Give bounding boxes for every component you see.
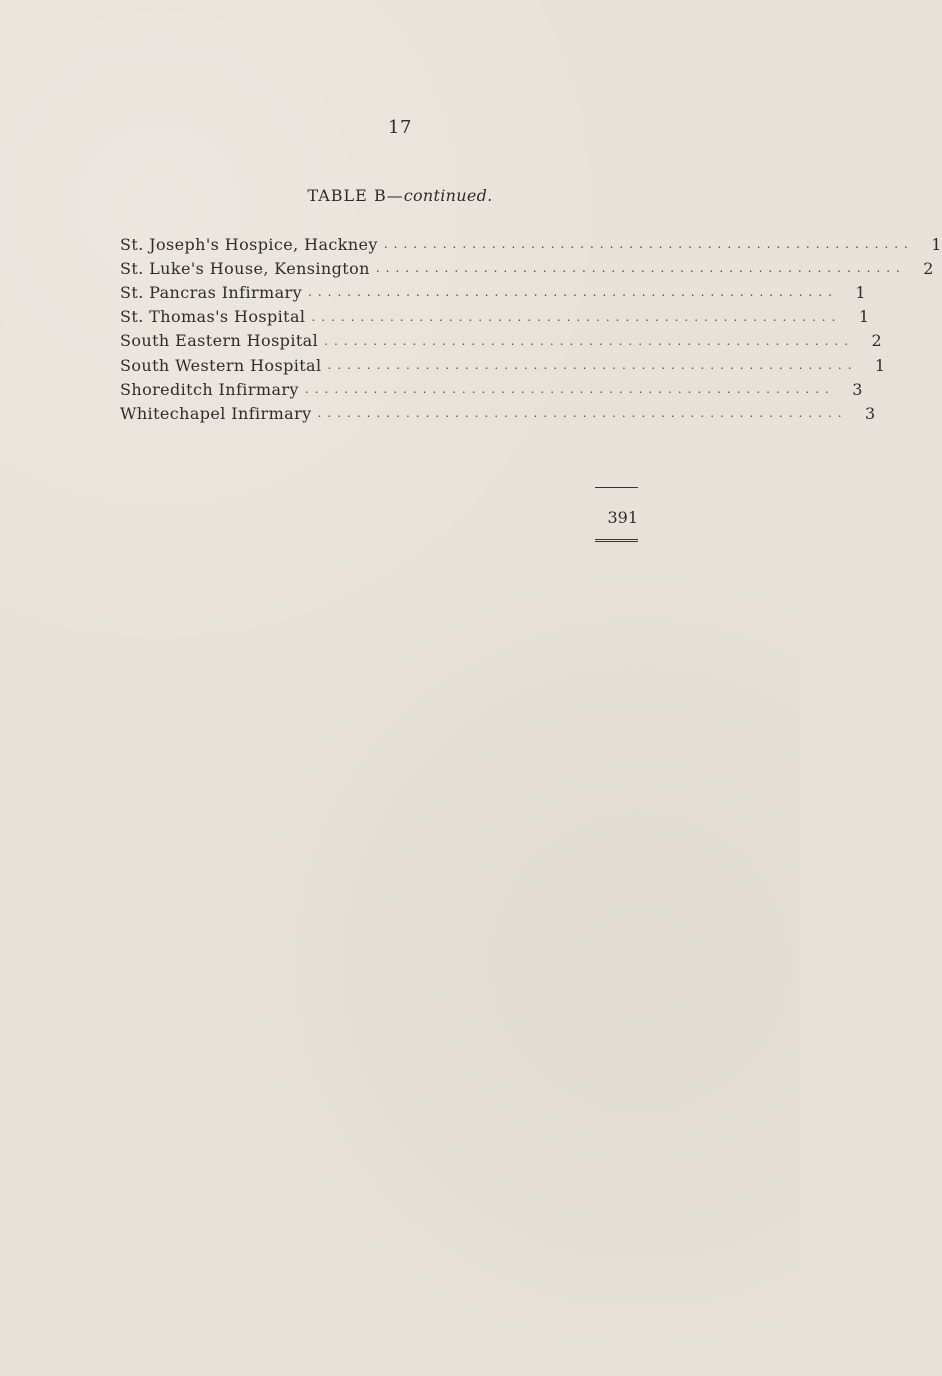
table-title [0,186,800,205]
table-row [120,329,883,353]
hospital-name: South Western Hospital [120,355,322,375]
leader-dots: ...................................................... [311,309,842,324]
hospital-name: Shoreditch Infirmary [120,379,299,399]
hospital-name: St. Pancras Infirmary [120,282,303,302]
row-value: 1 [931,234,942,254]
table-row [120,305,870,329]
row-value: 3 [852,379,863,399]
leader-dots: ...................................................... [383,237,914,252]
hospital-name: St. Joseph's Hospice, Hackney [120,234,378,254]
table-rows [120,232,942,426]
leader-dots: ...................................................... [317,406,848,421]
page-number: 17 [388,117,412,138]
row-value: 2 [871,331,883,351]
leader-dots: ...................................................... [324,333,855,348]
hospital-name: Whitechapel Infirmary [120,403,312,423]
row-value: 3 [865,403,876,423]
table-row [120,401,876,425]
hospital-name: South Eastern Hospital [120,331,319,351]
row-value: 1 [874,355,886,375]
row-value: 1 [855,282,866,302]
total-value: 391 [607,508,638,527]
table-title-prefix: TABLE B— [307,186,404,205]
table-row [120,256,934,280]
leader-dots: ...................................................... [304,382,835,397]
leader-dots: ...................................................... [327,358,858,373]
table-title-suffix: continued. [403,186,493,205]
leader-dots: ...................................................... [308,285,838,300]
table-row [120,232,942,256]
table-row [120,377,863,401]
table-row [120,353,886,377]
total-rule-top [595,487,638,488]
row-value: 2 [923,258,934,278]
table-row [120,280,866,304]
hospital-name: St. Luke's House, Kensington [120,258,370,278]
total-rule-bottom [595,539,638,542]
row-value: 1 [858,307,870,327]
hospital-name: St. Thomas's Hospital [120,307,306,327]
leader-dots: ...................................................... [375,261,906,276]
